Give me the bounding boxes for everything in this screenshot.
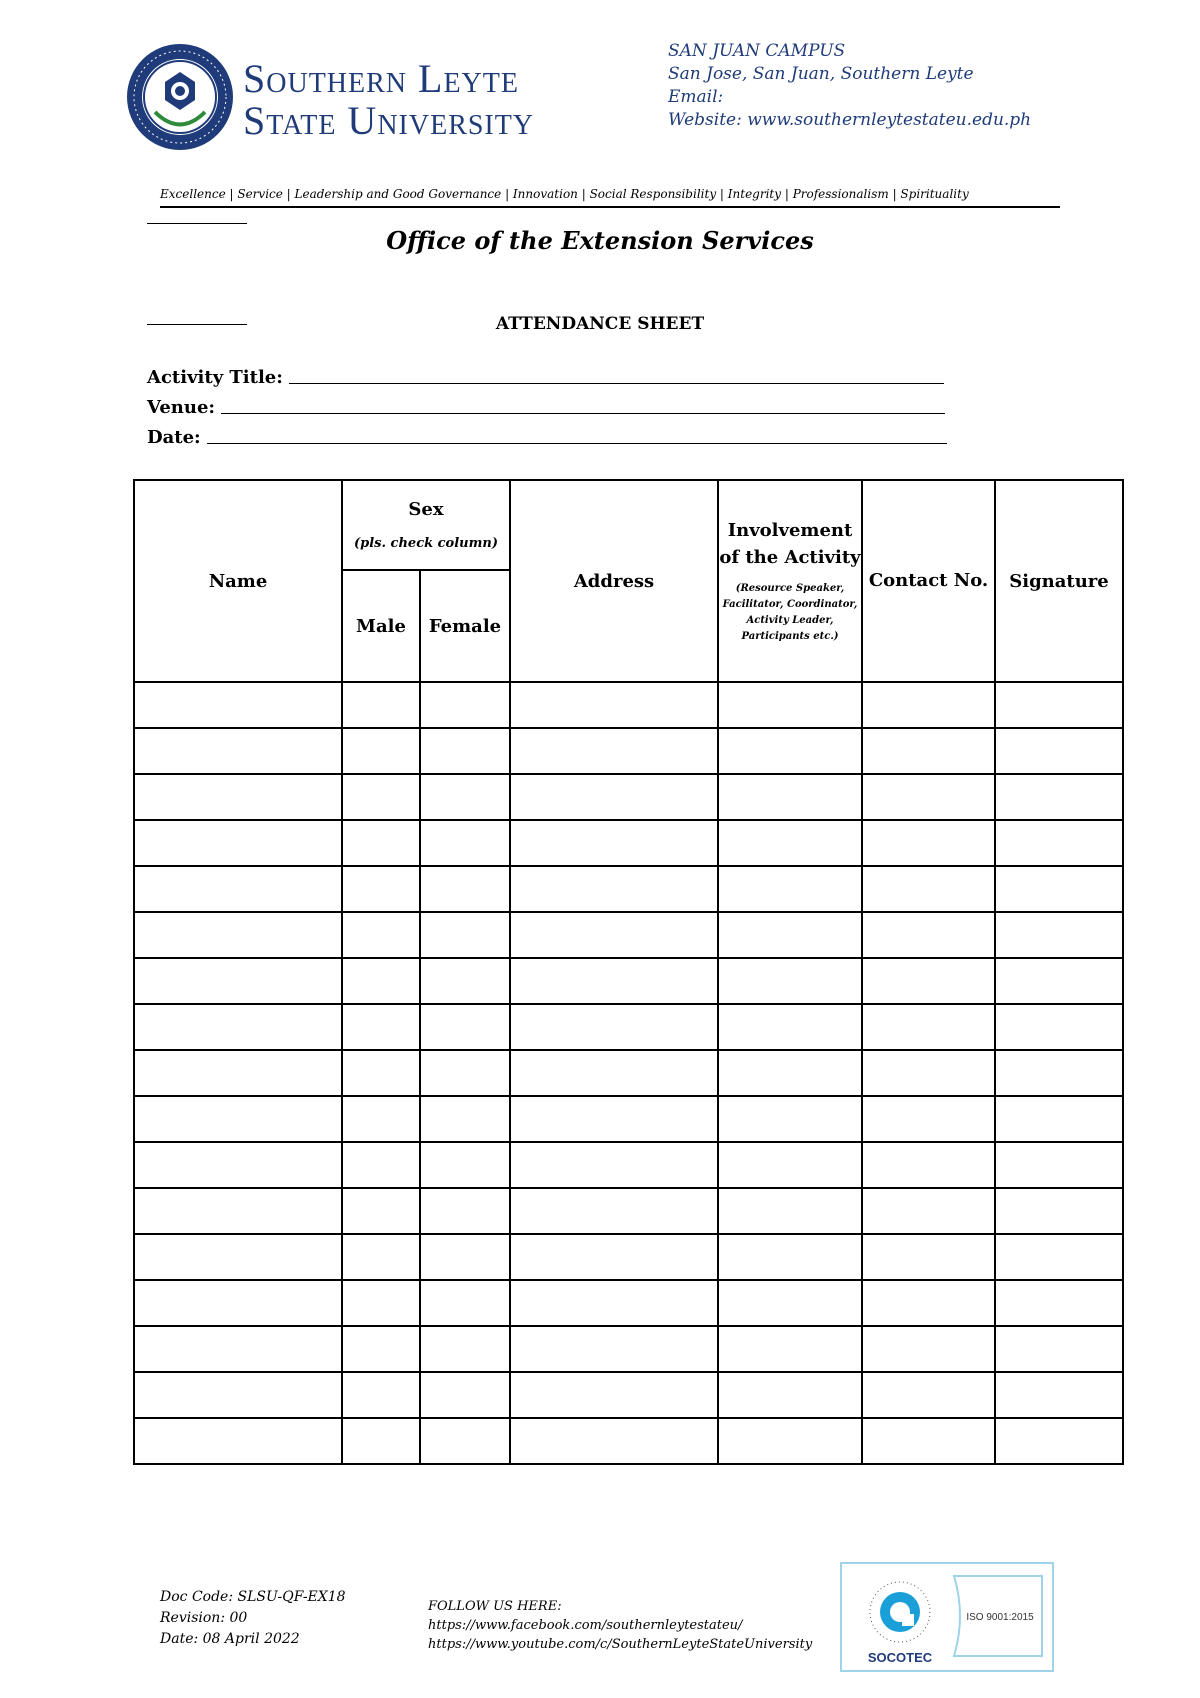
cell-male[interactable] [342,1234,420,1280]
cell-male[interactable] [342,1188,420,1234]
cell-signature[interactable] [995,820,1123,866]
cell-signature[interactable] [995,1326,1123,1372]
cell-name[interactable] [134,774,342,820]
cell-signature[interactable] [995,1004,1123,1050]
cell-address[interactable] [510,728,718,774]
university-name [243,58,534,142]
cell-involvement[interactable] [718,1096,862,1142]
cell-male[interactable] [342,1096,420,1142]
table-row [134,1188,1123,1234]
header-contact: Contact No. [862,480,995,682]
cell-name[interactable] [134,1418,342,1464]
cell-name[interactable] [134,1234,342,1280]
activity-title-label: Activity Title: [147,367,283,388]
campus-website: Website: www.southernleytestateu.edu.ph [668,110,1032,130]
table-row [134,1280,1123,1326]
cell-involvement[interactable] [718,1280,862,1326]
cell-involvement[interactable] [718,1004,862,1050]
cell-address[interactable] [510,1050,718,1096]
cell-male[interactable] [342,682,420,728]
cell-address[interactable] [510,958,718,1004]
cell-involvement[interactable] [718,820,862,866]
cell-contact[interactable] [862,774,995,820]
cell-signature[interactable] [995,1234,1123,1280]
attendance-table [133,479,1124,1465]
table-row [134,774,1123,820]
cell-name[interactable] [134,1050,342,1096]
cell-involvement[interactable] [718,1372,862,1418]
cell-address[interactable] [510,1280,718,1326]
table-row [134,1096,1123,1142]
table-row [134,1326,1123,1372]
header-male: Male [342,570,420,682]
cell-signature[interactable] [995,774,1123,820]
cell-involvement[interactable] [718,1142,862,1188]
activity-title-field[interactable] [147,362,944,388]
cell-female[interactable] [420,912,510,958]
cell-name[interactable] [134,1326,342,1372]
header-sex-note: (pls. check column) [354,536,498,551]
cell-address[interactable] [510,774,718,820]
sheet-title: ATTENDANCE SHEET [495,314,705,334]
date-field[interactable] [147,422,947,448]
university-name-line2: State University [243,98,535,143]
cell-contact[interactable] [862,1418,995,1464]
table-row [134,1234,1123,1280]
cell-involvement[interactable] [718,1326,862,1372]
social-links [428,1597,812,1654]
cell-address[interactable] [510,912,718,958]
cell-address[interactable] [510,1142,718,1188]
cell-involvement[interactable] [718,912,862,958]
header-address: Address [510,480,718,682]
cell-contact[interactable] [862,1004,995,1050]
header-divider [160,206,1060,208]
cell-signature[interactable] [995,1418,1123,1464]
cell-name[interactable] [134,866,342,912]
cert-iso: ISO 9001:2015 [966,1612,1034,1623]
cell-female[interactable] [420,958,510,1004]
cell-contact[interactable] [862,1096,995,1142]
certification-badge [840,1562,1054,1672]
activity-title-line[interactable] [289,383,944,384]
cell-name[interactable] [134,1372,342,1418]
document-control [160,1587,346,1650]
cell-address[interactable] [510,1234,718,1280]
university-name-line1: Southern Leyte [243,56,519,101]
youtube-link[interactable]: https://www.youtube.com/c/SouthernLeyteStateUniversity [428,1637,813,1652]
cell-name[interactable] [134,820,342,866]
cell-contact[interactable] [862,820,995,866]
table-row [134,1142,1123,1188]
university-seal-logo [125,42,235,152]
table-row [134,958,1123,1004]
campus-name: SAN JUAN CAMPUS [668,41,846,61]
cell-signature[interactable] [995,1096,1123,1142]
header-female: Female [420,570,510,682]
header-sex-label: Sex [408,499,444,520]
cell-contact[interactable] [862,1050,995,1096]
cell-contact[interactable] [862,958,995,1004]
cell-involvement[interactable] [718,958,862,1004]
cell-signature[interactable] [995,1050,1123,1096]
campus-address: San Jose, San Juan, Southern Leyte [668,64,974,84]
cell-signature[interactable] [995,1188,1123,1234]
cell-male[interactable] [342,912,420,958]
table-row [134,1418,1123,1464]
attendance-table-body [134,682,1123,1464]
cell-name[interactable] [134,1142,342,1188]
cell-female[interactable] [420,1326,510,1372]
cell-involvement[interactable] [718,866,862,912]
header-involvement-label: Involvement of the Activity [719,520,861,568]
table-row [134,1050,1123,1096]
table-row [134,866,1123,912]
cell-name[interactable] [134,1280,342,1326]
cell-name[interactable] [134,1004,342,1050]
cell-male[interactable] [342,1418,420,1464]
cell-involvement[interactable] [718,1418,862,1464]
cell-address[interactable] [510,682,718,728]
cell-male[interactable] [342,820,420,866]
venue-line[interactable] [221,413,945,414]
header-involvement-note: (Resource Speaker, Facilitator, Coordinator, Activity Leader, Participants etc.) [722,583,858,642]
cell-contact[interactable] [862,912,995,958]
cell-male[interactable] [342,1142,420,1188]
campus-email: Email: [668,87,724,107]
cell-male[interactable] [342,1326,420,1372]
cell-male[interactable] [342,1372,420,1418]
cell-female[interactable] [420,1050,510,1096]
cell-contact[interactable] [862,682,995,728]
table-row [134,912,1123,958]
table-row [134,1372,1123,1418]
socotec-certification-icon [842,1564,1052,1670]
cell-involvement[interactable] [718,682,862,728]
cell-contact[interactable] [862,1326,995,1372]
cell-name[interactable] [134,1188,342,1234]
cell-contact[interactable] [862,728,995,774]
cell-female[interactable] [420,1418,510,1464]
cell-address[interactable] [510,866,718,912]
header-signature: Signature [995,480,1123,682]
cell-signature[interactable] [995,912,1123,958]
facebook-link[interactable]: https://www.facebook.com/southernleytestateu/ [428,1618,743,1633]
venue-label: Venue: [147,397,216,418]
cell-contact[interactable] [862,1372,995,1418]
margin-rule-top [147,223,247,224]
cert-brand: SOCOTEC [867,1650,933,1665]
cell-contact[interactable] [862,1142,995,1188]
cell-male[interactable] [342,958,420,1004]
cell-name[interactable] [134,728,342,774]
cell-male[interactable] [342,1004,420,1050]
cell-female[interactable] [420,1096,510,1142]
doc-code: Doc Code: SLSU-QF-EX18 [160,1589,346,1605]
cell-female[interactable] [420,1234,510,1280]
cell-male[interactable] [342,774,420,820]
header-sex [342,480,510,570]
cell-signature[interactable] [995,682,1123,728]
cell-male[interactable] [342,1280,420,1326]
cell-involvement[interactable] [718,1050,862,1096]
cell-name[interactable] [134,958,342,1004]
cell-female[interactable] [420,1188,510,1234]
table-row [134,728,1123,774]
cell-signature[interactable] [995,1372,1123,1418]
cell-female[interactable] [420,1142,510,1188]
cell-male[interactable] [342,728,420,774]
cell-address[interactable] [510,1188,718,1234]
cell-female[interactable] [420,1004,510,1050]
cell-male[interactable] [342,866,420,912]
table-row [134,1004,1123,1050]
cell-signature[interactable] [995,1142,1123,1188]
cell-involvement[interactable] [718,728,862,774]
campus-info [668,40,1031,132]
cell-involvement[interactable] [718,1188,862,1234]
cell-female[interactable] [420,682,510,728]
cell-female[interactable] [420,1280,510,1326]
cell-female[interactable] [420,1372,510,1418]
cell-name[interactable] [134,682,342,728]
header-involvement [718,480,862,682]
cell-contact[interactable] [862,1234,995,1280]
cell-address[interactable] [510,1372,718,1418]
cell-involvement[interactable] [718,774,862,820]
cell-name[interactable] [134,1096,342,1142]
office-title: Office of the Extension Services [386,226,814,255]
cell-signature[interactable] [995,1280,1123,1326]
cell-address[interactable] [510,820,718,866]
cell-address[interactable] [510,1096,718,1142]
date-label: Date: [147,427,201,448]
cell-signature[interactable] [995,728,1123,774]
cell-address[interactable] [510,1418,718,1464]
cell-female[interactable] [420,820,510,866]
cell-contact[interactable] [862,1280,995,1326]
cell-male[interactable] [342,1050,420,1096]
cell-signature[interactable] [995,958,1123,1004]
cell-involvement[interactable] [718,1234,862,1280]
core-values: Excellence | Service | Leadership and Good Governance | Innovation | Social Responsibility | Integrity | Professionalism | Spirituality [160,187,969,201]
cell-contact[interactable] [862,866,995,912]
cell-address[interactable] [510,1004,718,1050]
doc-date: Date: 08 April 2022 [160,1631,300,1647]
follow-label: FOLLOW US HERE: [428,1599,562,1614]
date-line[interactable] [207,443,947,444]
cell-signature[interactable] [995,866,1123,912]
cell-female[interactable] [420,774,510,820]
cell-female[interactable] [420,866,510,912]
venue-field[interactable] [147,392,945,418]
header-name: Name [134,480,342,682]
table-row [134,682,1123,728]
cell-name[interactable] [134,912,342,958]
cell-contact[interactable] [862,1188,995,1234]
doc-revision: Revision: 00 [160,1610,248,1626]
cell-address[interactable] [510,1326,718,1372]
table-row [134,820,1123,866]
cell-female[interactable] [420,728,510,774]
